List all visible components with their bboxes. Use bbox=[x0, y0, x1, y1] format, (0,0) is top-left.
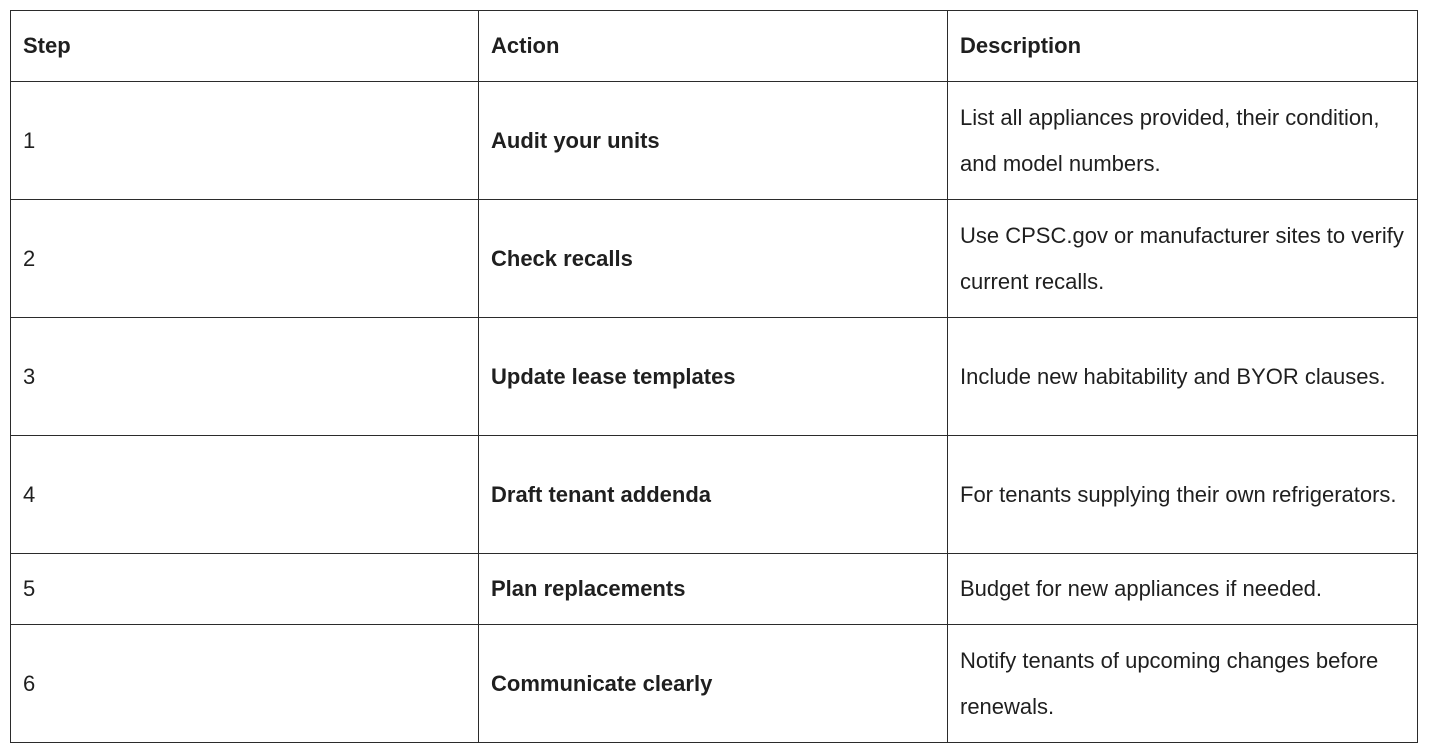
step-number: 2 bbox=[11, 200, 479, 318]
description-text: Notify tenants of upcoming changes before renewals. bbox=[948, 625, 1418, 743]
step-number: 6 bbox=[11, 625, 479, 743]
table-row bbox=[11, 318, 1418, 436]
steps-table-container bbox=[10, 10, 1418, 743]
table-header-row bbox=[11, 11, 1418, 82]
header-description: Description bbox=[948, 11, 1418, 82]
table-row bbox=[11, 200, 1418, 318]
action-label: Update lease templates bbox=[479, 318, 948, 436]
step-number: 5 bbox=[11, 554, 479, 625]
table-row bbox=[11, 436, 1418, 554]
description-text: Use CPSC.gov or manufacturer sites to verify current recalls. bbox=[948, 200, 1418, 318]
step-number: 4 bbox=[11, 436, 479, 554]
step-number: 1 bbox=[11, 82, 479, 200]
action-label: Communicate clearly bbox=[479, 625, 948, 743]
action-label: Audit your units bbox=[479, 82, 948, 200]
header-action: Action bbox=[479, 11, 948, 82]
steps-table bbox=[10, 10, 1418, 743]
description-text: Budget for new appliances if needed. bbox=[948, 554, 1418, 625]
table-row bbox=[11, 554, 1418, 625]
description-text: For tenants supplying their own refrigerators. bbox=[948, 436, 1418, 554]
table-row bbox=[11, 82, 1418, 200]
header-step: Step bbox=[11, 11, 479, 82]
description-text: Include new habitability and BYOR clauses. bbox=[948, 318, 1418, 436]
action-label: Check recalls bbox=[479, 200, 948, 318]
table-row bbox=[11, 625, 1418, 743]
action-label: Draft tenant addenda bbox=[479, 436, 948, 554]
description-text: List all appliances provided, their condition, and model numbers. bbox=[948, 82, 1418, 200]
step-number: 3 bbox=[11, 318, 479, 436]
action-label: Plan replacements bbox=[479, 554, 948, 625]
